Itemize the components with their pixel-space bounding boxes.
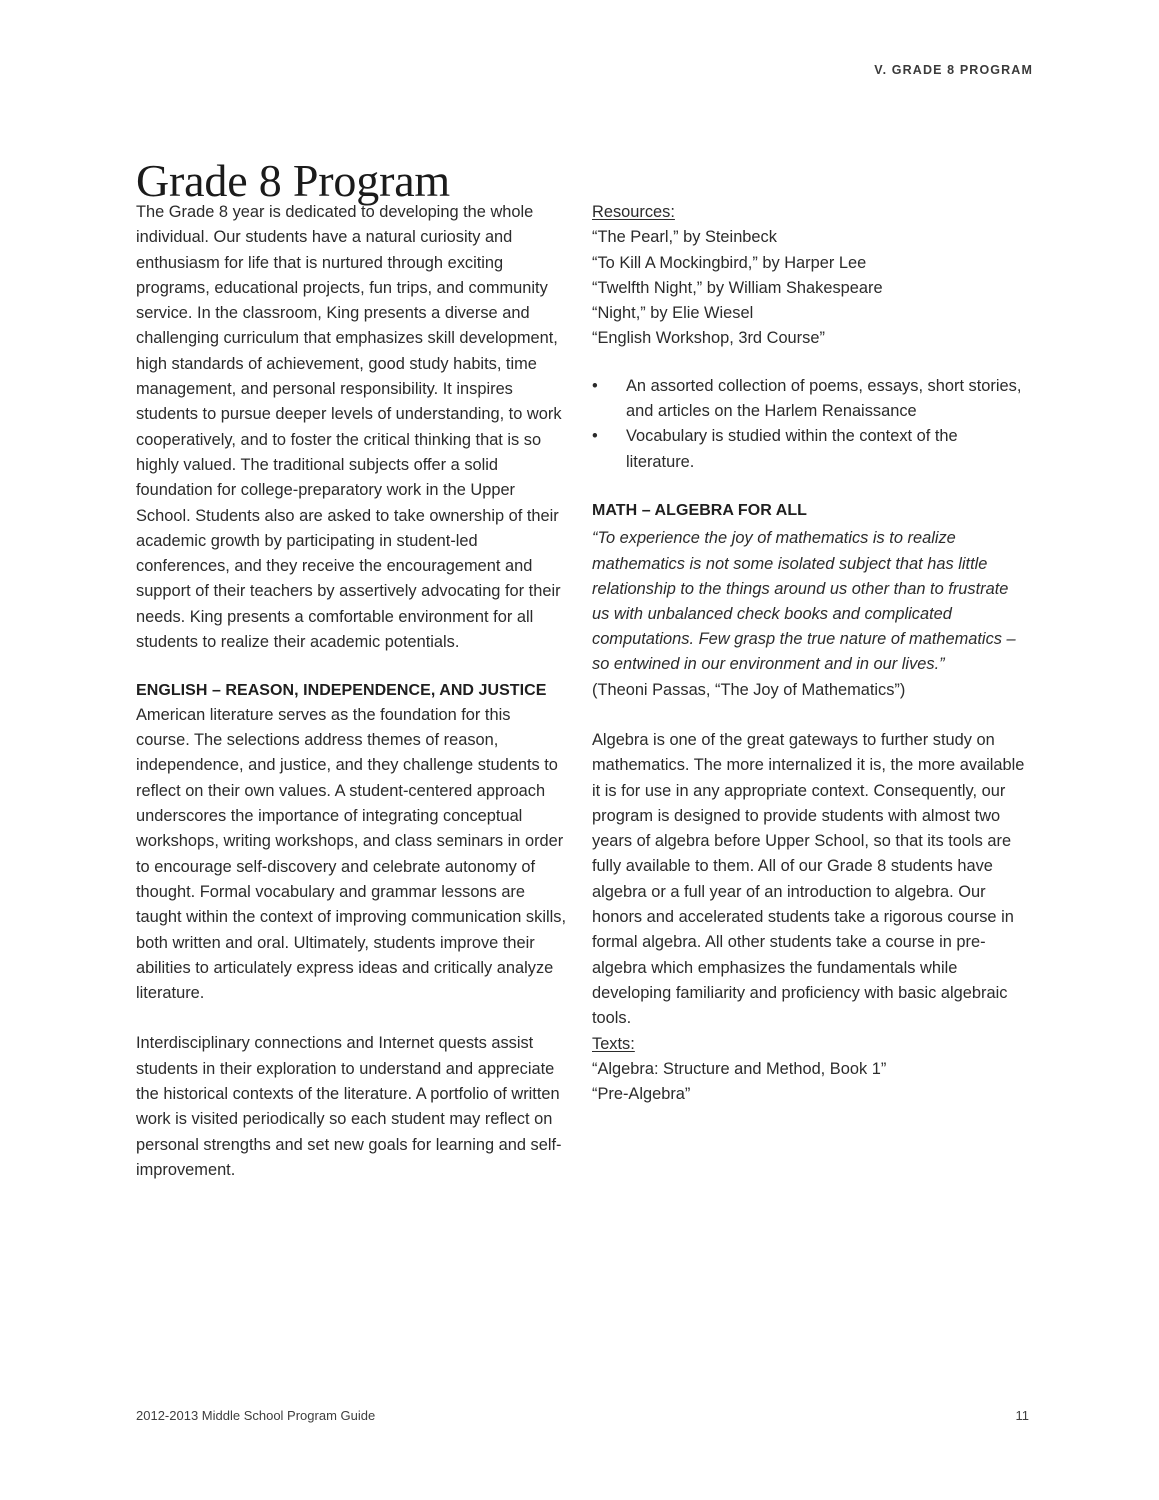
text-item: “Algebra: Structure and Method, Book 1” bbox=[592, 1059, 887, 1078]
math-section-heading: MATH – ALGEBRA FOR ALL bbox=[592, 501, 807, 519]
resource-item: “To Kill A Mockingbird,” by Harper Lee bbox=[592, 253, 867, 272]
texts-label-text: Texts: bbox=[592, 1034, 635, 1053]
text-item: “Pre-Algebra” bbox=[592, 1085, 691, 1104]
texts-block bbox=[592, 1032, 1026, 1108]
math-paragraph: Algebra is one of the great gateways to further study on mathematics. The more internalized it is, the more available it is for use in any appropriate context. Consequently, our program is designed to provide students with almost two years of algebra before Upper School, so that its tools are fully available to them. All of our Grade 8 students have algebra or a full year of an introduction to algebra. Our honors and accelerated students take a rigorous course in formal algebra. All other students take a course in pre-algebra which emphasizes the fundamentals while developing familiarity and proficiency with basic algebraic tools. bbox=[592, 730, 1025, 1028]
resource-item: “Twelfth Night,” by William Shakespeare bbox=[592, 278, 883, 297]
running-head: V. GRADE 8 PROGRAM bbox=[874, 63, 1033, 77]
resources-bullet-list bbox=[592, 374, 1026, 475]
resources-label-text: Resources: bbox=[592, 203, 675, 221]
intro-paragraph: The Grade 8 year is dedicated to developing the whole individual. Our students have a natural curiosity and enthusiasm for life that is nurtured through exciting programs, educational projects, fun trips, and community service. In the classroom, King presents a diverse and challenging curriculum that emphasizes skill development, high standards of achievement, good study habits, time management, and personal responsibility. It inspires students to pursue deeper levels of understanding, to work cooperatively, and to foster the critical thinking that is so highly valued. The traditional subjects offer a solid foundation for college-preparatory work in the Upper School. Students also are asked to take ownership of their academic growth by participating in student-led conferences, and they receive the encouragement and support of their teachers by assertively advocating for their needs. King presents a comfortable environment for all students to realize their academic potentials. bbox=[136, 203, 562, 652]
left-column bbox=[136, 200, 566, 1183]
footer-guide-title: 2012-2013 Middle School Program Guide bbox=[136, 1408, 376, 1423]
list-item-text: Vocabulary is studied within the context of the literature. bbox=[626, 427, 958, 471]
resource-item: “The Pearl,” by Steinbeck bbox=[592, 228, 777, 247]
math-quote-attribution: (Theoni Passas, “The Joy of Mathematics”) bbox=[592, 680, 906, 699]
english-paragraph-1: American literature serves as the foundation for this course. The selections address themes of reason, independence, and justice, and they challenge students to reflect on their own values. A student-centered approach underscores the importance of integrating conceptual workshops, writing workshops, and class seminars in order to encourage self-discovery and celebrate autonomy of thought. Formal vocabulary and grammar lessons are taught within the context of improving communication skills, both written and oral. Ultimately, students improve their abilities to articulately express ideas and critically analyze literature. bbox=[136, 705, 566, 1003]
resource-item: “Night,” by Elie Wiesel bbox=[592, 304, 754, 323]
english-paragraph-2: Interdisciplinary connections and Internet quests assist students in their exploration to understand and appreciate the historical contexts of the literature. A portfolio of written work is visited periodically so each student may reflect on personal strengths and set new goals for learning and self-improvement. bbox=[136, 1034, 562, 1179]
math-quote: “To experience the joy of mathematics is to realize mathematics is not some isolated subject that has little relationship to the things around us other than to frustrate us with unbalanced check books and complicated computations. Few grasp the true nature of mathematics – so entwined in our environment and in our lives.” bbox=[592, 529, 1016, 674]
list-item bbox=[592, 374, 1026, 425]
footer-page-number: 11 bbox=[1015, 1408, 1029, 1423]
list-item-text: An assorted collection of poems, essays, short stories, and articles on the Harlem Renaissance bbox=[626, 376, 1022, 421]
resources-block bbox=[592, 200, 1026, 352]
bullet-icon: • bbox=[592, 376, 598, 395]
resources-label bbox=[592, 200, 1026, 225]
english-section-heading: ENGLISH – REASON, INDEPENDENCE, AND JUSTICE bbox=[136, 682, 547, 700]
page-title: Grade 8 Program bbox=[136, 154, 451, 206]
right-column bbox=[592, 200, 1026, 1107]
texts-label bbox=[592, 1032, 1026, 1057]
bullet-icon: • bbox=[592, 427, 598, 446]
list-item bbox=[592, 424, 1026, 475]
resource-item: “English Workshop, 3rd Course” bbox=[592, 329, 825, 348]
